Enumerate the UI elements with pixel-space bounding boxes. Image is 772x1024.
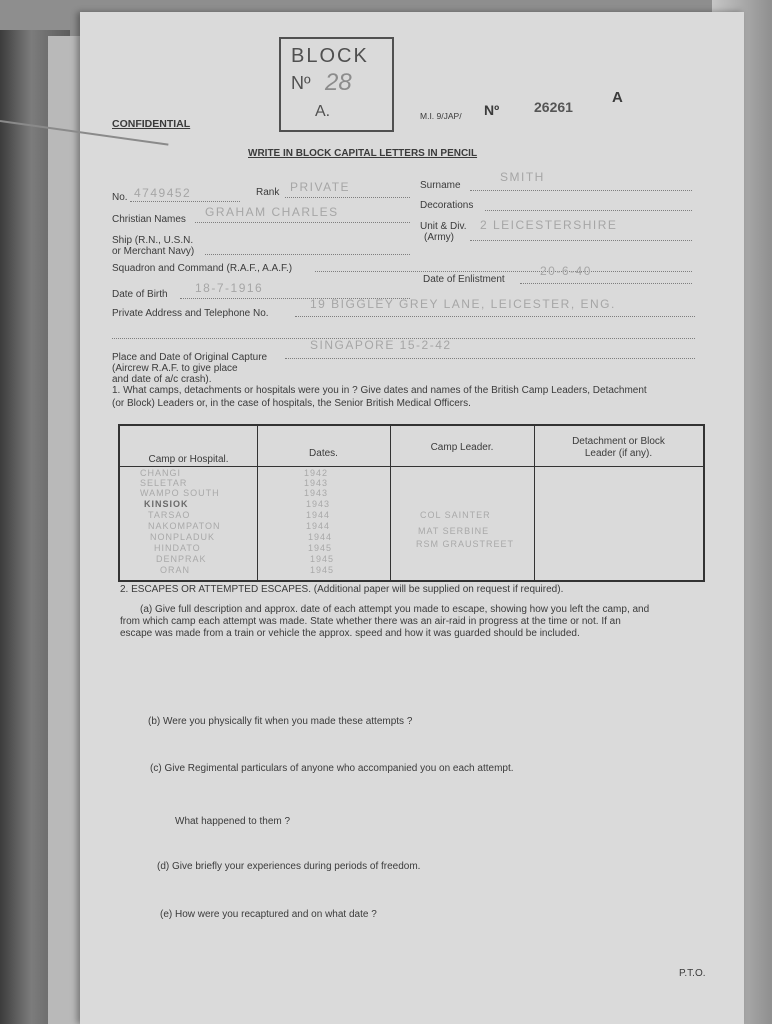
stamp-no-label: Nº xyxy=(291,73,311,93)
field-ship-label-2: or Merchant Navy) xyxy=(112,246,195,257)
field-squadron-label: Squadron and Command (R.A.F., A.A.F.) xyxy=(112,263,293,274)
field-christian-names-value: GRAHAM CHARLES xyxy=(205,205,339,219)
row-camp: WAMPO SOUTH xyxy=(140,488,220,498)
field-no-value: 4749452 xyxy=(134,186,192,200)
q1-line-2: (or Block) Leaders or, in the case of hospitals, the Senior British Medical Officers. xyxy=(112,398,471,409)
th-detachment-1: Detachment or Block xyxy=(572,436,665,447)
q2-c: (c) Give Regimental particulars of anyone who accompanied you on each attempt. xyxy=(150,763,514,774)
q2-b: (b) Were you physically fit when you made these attempts ? xyxy=(148,716,413,727)
row-date: 1943 xyxy=(304,488,329,498)
field-unit-label-1: Unit & Div. xyxy=(420,221,467,232)
row-camp: CHANGI xyxy=(140,468,182,478)
row-date: 1944 xyxy=(308,532,333,542)
th-leader: Camp Leader. xyxy=(430,442,494,453)
field-capture-value: SINGAPORE 15-2-42 xyxy=(310,338,452,352)
row-date: 1945 xyxy=(310,565,335,575)
q2-a-line-3: escape was made from a train or vehicle the approx. speed and how it was guarded should be included. xyxy=(120,628,580,639)
field-ship-label-1: Ship (R.N., U.S.N. xyxy=(112,235,194,246)
field-address-label: Private Address and Telephone No. xyxy=(112,308,269,319)
q2-c-followup: What happened to them ? xyxy=(175,816,291,827)
field-rank-value: PRIVATE xyxy=(290,180,351,194)
q2-d: (d) Give briefly your experiences during periods of freedom. xyxy=(157,861,421,872)
field-unit-value: 2 LEICESTERSHIRE xyxy=(480,218,618,232)
q2-e: (e) How were you recaptured and on what date ? xyxy=(160,909,377,920)
row-camp: SELETAR xyxy=(140,478,188,488)
field-enlistment-value: 20-6-40 xyxy=(540,264,592,278)
field-enlistment-label: Date of Enlistment xyxy=(423,274,505,285)
row-camp: DENPRAK xyxy=(156,554,207,564)
instruction: WRITE IN BLOCK CAPITAL LETTERS IN PENCIL xyxy=(248,148,478,159)
block-stamp xyxy=(279,37,394,132)
q1-line-1: 1. What camps, detachments or hospitals were you in ? Give dates and names of the British Camp Leaders, Detachment xyxy=(112,385,647,396)
q2-a-line-2: from which camp each attempt was made. State whether there was an air-raid in progress at the time or not. If an xyxy=(120,616,621,627)
camps-table xyxy=(118,424,705,582)
q2-a-line-1: (a) Give full description and approx. date of each attempt you made to escape, showing how you left the camp, and xyxy=(140,604,650,615)
ref-number: 26261 xyxy=(534,99,573,115)
row-date: 1943 xyxy=(306,499,331,509)
field-capture-label-2: (Aircrew R.A.F. to give place xyxy=(112,363,238,374)
row-leader: RSM GRAUSTREET xyxy=(416,539,515,549)
row-camp: TARSAO xyxy=(148,510,191,520)
stamp-no-value: 28 xyxy=(325,69,352,96)
row-date: 1943 xyxy=(304,478,329,488)
field-surname-label: Surname xyxy=(420,180,461,191)
row-camp: NONPLADUK xyxy=(150,532,216,542)
row-camp: HINDATO xyxy=(154,543,201,553)
row-camp: ORAN xyxy=(160,565,191,575)
stamp-sub: A. xyxy=(315,103,331,120)
th-dates: Dates. xyxy=(309,448,338,459)
field-dob-value: 18-7-1916 xyxy=(195,281,264,295)
ref-suffix: A xyxy=(612,89,623,106)
confidential-label: CONFIDENTIAL xyxy=(112,118,191,130)
field-decorations-label: Decorations xyxy=(420,200,474,211)
field-rank-label: Rank xyxy=(256,187,280,198)
row-date: 1945 xyxy=(310,554,335,564)
row-date: 1945 xyxy=(308,543,333,553)
row-date: 1942 xyxy=(304,468,329,478)
q2-title: 2. ESCAPES OR ATTEMPTED ESCAPES. (Additional paper will be supplied on request if required). xyxy=(120,584,564,595)
pto-label: P.T.O. xyxy=(679,968,706,979)
row-leader: MAT SERBINE xyxy=(418,526,490,536)
stamp-block-label: BLOCK xyxy=(291,45,369,67)
field-christian-names-label: Christian Names xyxy=(112,214,186,225)
th-camp: Camp or Hospital. xyxy=(148,454,229,465)
row-camp: KINSIOK xyxy=(144,499,189,509)
row-camp: NAKOMPATON xyxy=(148,521,221,531)
ref-label: M.I. 9/JAP/ xyxy=(420,111,462,121)
ref-no-label: Nº xyxy=(484,102,500,118)
row-leader: COL SAINTER xyxy=(420,510,491,520)
field-capture-label-1: Place and Date of Original Capture xyxy=(112,352,268,363)
row-date: 1944 xyxy=(306,521,331,531)
field-no-label: No. xyxy=(112,192,128,203)
field-unit-label-2: (Army) xyxy=(424,232,454,243)
field-surname-value: SMITH xyxy=(500,170,545,184)
th-detachment-2: Leader (if any). xyxy=(584,448,653,459)
field-dob-label: Date of Birth xyxy=(112,289,168,300)
field-address-value: 19 BIGGLEY GREY LANE, LEICESTER, ENG. xyxy=(310,297,616,311)
field-capture-label-3: and date of a/c crash). xyxy=(112,374,212,385)
row-date: 1944 xyxy=(306,510,331,520)
